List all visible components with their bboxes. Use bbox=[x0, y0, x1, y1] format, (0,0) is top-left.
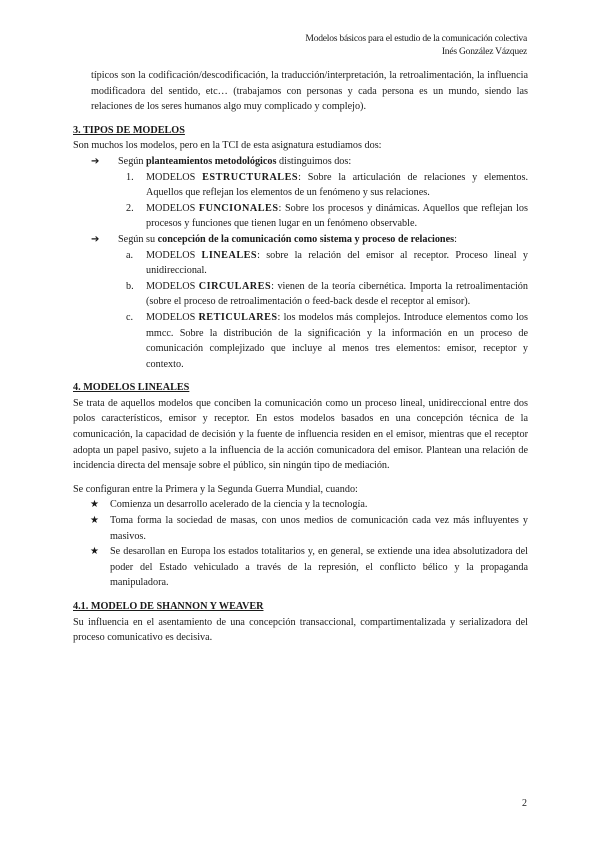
emphasis: planteamientos metodológicos bbox=[146, 155, 277, 167]
emphasis: concepción de la comunicación como sistema y proceso de relaciones bbox=[157, 233, 455, 245]
list-item: 2. MODELOS FUNCIONALES: Sobre los procesos y dinámicas. Aquellos que reflejan los procesos y funciones que tienen lugar en un fenómeno observable. bbox=[126, 202, 528, 230]
arrow-item-conception: ➔ Según su concepción de la comunicación como sistema y proceso de relaciones: bbox=[73, 232, 528, 248]
list-item: c. MODELOS RETICULARES: los modelos más complejos. Introduce elementos como los mmcc. Sobre la distribución de la significación y la información en un proceso de comunicación complejizado que incluye al menos tres elementos: emisor, receptor y contexto. bbox=[126, 311, 528, 370]
section-4-1-title: 4.1. MODELO DE SHANNON Y WEAVER bbox=[73, 601, 264, 612]
section-4-paragraph: Se trata de aquellos modelos que conciben la comunicación como un proceso lineal, unidireccional entre dos polos característicos, emisor y receptor. En estos modelos basados en una concepción técnica de la comunicación, la capacidad de decisión y la fuente de influencia residen en el emisor, mientras que el receptor adopta un papel pasivo, sujeto a la influencia de la acción comunicadora del emisor. Plantean una relación de incidencia directa del mensaje sobre el público, sin ningún tipo de mediación. bbox=[73, 397, 528, 472]
header-author: Inés González Vázquez bbox=[441, 45, 527, 57]
section-3-lead: Son muchos los modelos, pero en la TCI de esta asignatura estudiamos dos: bbox=[73, 140, 382, 152]
list-item: ★ Toma forma la sociedad de masas, con unos medios de comunicación cada vez más influyentes y masivos. bbox=[90, 515, 528, 542]
arrow-item-methodological: ➔ Según planteamientos metodológicos distinguimos dos: bbox=[73, 154, 528, 170]
star-bullet-icon: ★ bbox=[90, 546, 100, 558]
list-item: a. MODELOS LINEALES: sobre la relación del emisor al receptor. Proceso lineal y unidireccional. bbox=[126, 249, 528, 277]
section-4-1-paragraph: Su influencia en el asentamiento de una concepción transaccional, compartimentalizada y serializadora del proceso comunicativo es decisiva. bbox=[73, 616, 528, 644]
section-4-title: 4. MODELOS LINEALES bbox=[73, 382, 190, 394]
running-header bbox=[305, 33, 527, 58]
list-item: b. MODELOS CIRCULARES: vienen de la teoría cibernética. Importa la retroalimentación (sobre el proceso de retroalimentación o feed-back desde el receptor al emisor). bbox=[126, 280, 528, 308]
intro-paragraph: típicos son la codificación/descodificación, la traducción/interpretación, la retroalimentación, la influencia modificadora del sentido, etc… (trabajamos con personas y cada persona es un mundo, siendo las relaciones de los seres humanos algo muy complicado y complejo). bbox=[91, 70, 528, 113]
star-bullet-icon: ★ bbox=[90, 499, 100, 511]
arrow-right-icon: ➔ bbox=[91, 233, 100, 245]
page-number: 2 bbox=[522, 798, 527, 809]
list-item: 1. MODELOS ESTRUCTURALES: Sobre la articulación de relaciones y elementos. Aquellos que reflejan los elementos de un fenómeno y sus relaciones. bbox=[126, 171, 528, 199]
section-3-title: 3. TIPOS DE MODELOS bbox=[73, 124, 185, 136]
section-4-lead: Se configuran entre la Primera y la Segunda Guerra Mundial, cuando: bbox=[73, 483, 358, 495]
list-item: ★ Se desarollan en Europa los estados totalitarios y, en general, se extiende una idea absolutizadora del poder del Estado vehiculado a través de la represión, el conflicto bélico y la propaganda manipuladora. bbox=[90, 546, 528, 589]
arrow-right-icon: ➔ bbox=[91, 155, 100, 167]
header-title: Modelos básicos para el estudio de la comunicación colectiva bbox=[305, 33, 527, 44]
star-bullet-icon: ★ bbox=[90, 515, 100, 527]
list-item: ★ Comienza un desarrollo acelerado de la ciencia y la tecnología. bbox=[73, 497, 528, 513]
page-body bbox=[73, 68, 528, 646]
